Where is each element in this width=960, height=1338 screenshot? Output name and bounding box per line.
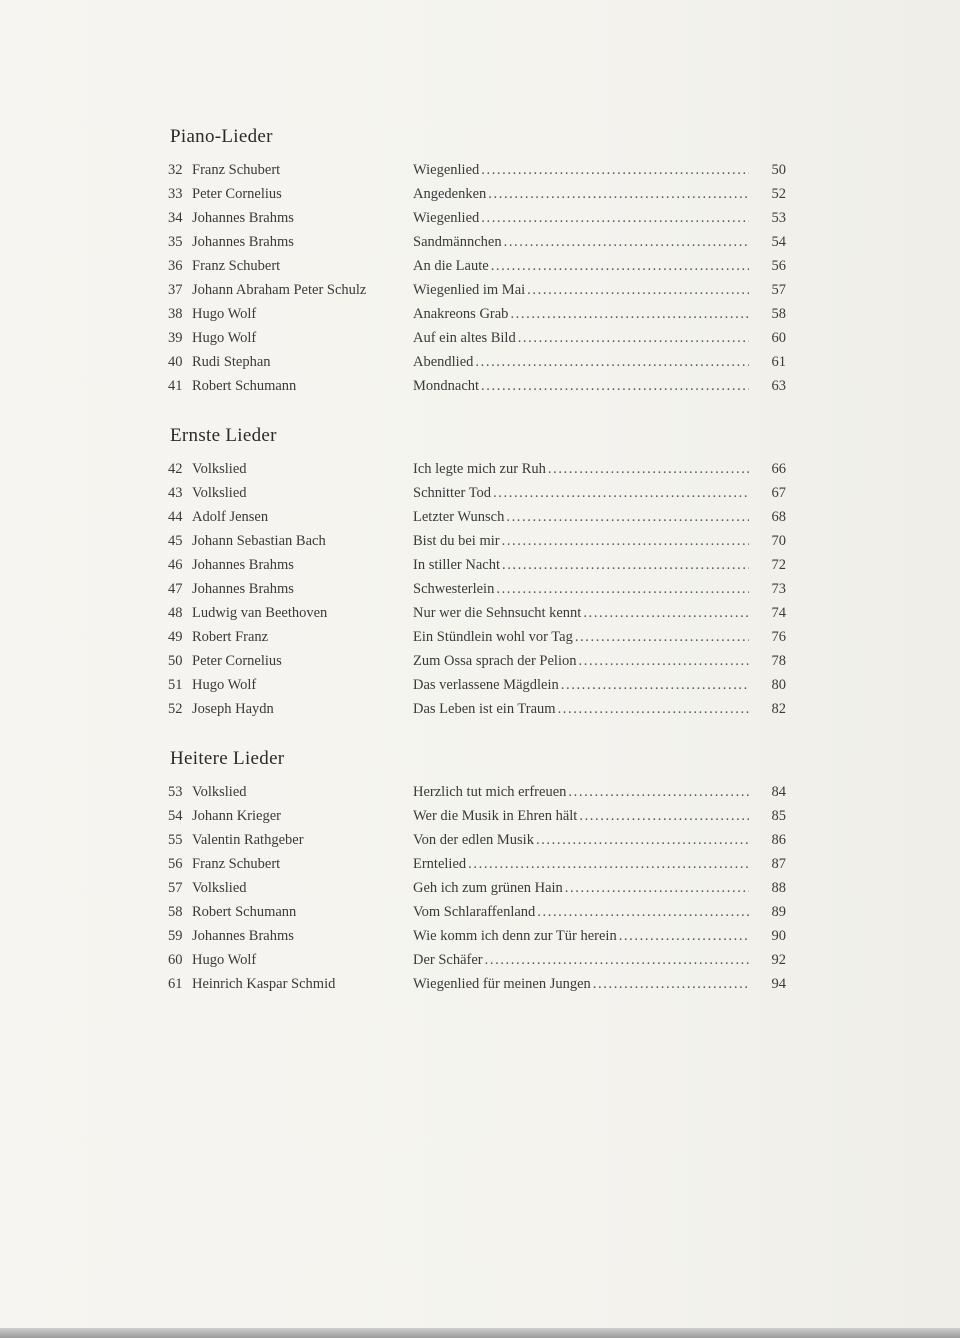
toc-entry — [0, 158, 960, 182]
entry-number: 43 — [168, 485, 183, 501]
entry-page: 68 — [771, 509, 786, 525]
entry-page: 87 — [771, 856, 786, 872]
entry-title: Letzter Wunsch — [413, 509, 505, 525]
entry-title: Mondnacht — [413, 378, 480, 394]
entry-number: 51 — [168, 677, 183, 693]
entry-composer: Franz Schubert — [192, 856, 281, 872]
entry-composer: Volkslied — [192, 880, 247, 896]
entry-number: 34 — [168, 210, 183, 226]
entry-number: 47 — [168, 581, 183, 597]
entry-composer: Franz Schubert — [192, 162, 281, 178]
toc-entry — [0, 206, 960, 230]
entry-title: Geh ich zum grünen Hain — [413, 880, 563, 896]
entry-number: 33 — [168, 186, 183, 202]
toc-entry — [0, 972, 960, 996]
dot-leader — [468, 852, 749, 876]
entry-title: Ein Stündlein wohl vor Tag — [413, 629, 573, 645]
entry-page: 85 — [771, 808, 786, 824]
toc-entry — [0, 254, 960, 278]
entry-page: 73 — [771, 581, 786, 597]
section-title: Ernste Lieder — [170, 425, 277, 446]
entry-title: Schnitter Tod — [413, 485, 492, 501]
entry-composer: Hugo Wolf — [192, 330, 257, 346]
entry-number: 32 — [168, 162, 183, 178]
dot-leader — [502, 553, 749, 577]
entry-composer: Johannes Brahms — [192, 581, 294, 597]
entry-page: 52 — [771, 186, 786, 202]
section-title: Heitere Lieder — [170, 748, 285, 769]
entry-number: 53 — [168, 784, 183, 800]
entry-title: Wiegenlied im Mai — [413, 282, 526, 298]
toc-entry — [0, 302, 960, 326]
entry-composer: Johannes Brahms — [192, 234, 294, 250]
entry-composer: Johannes Brahms — [192, 928, 294, 944]
entry-title: Das verlassene Mägdlein — [413, 677, 559, 693]
entry-page: 74 — [771, 605, 786, 621]
entry-title: Der Schäfer — [413, 952, 483, 968]
entry-number: 54 — [168, 808, 183, 824]
entry-number: 50 — [168, 653, 183, 669]
entry-composer: Ludwig van Beethoven — [192, 605, 328, 621]
entry-title: Nur wer die Sehnsucht kennt — [413, 605, 582, 621]
entry-composer: Johann Krieger — [192, 808, 281, 824]
toc-entry — [0, 780, 960, 804]
toc-entry — [0, 350, 960, 374]
toc-entry — [0, 948, 960, 972]
entry-title: In stiller Nacht — [413, 557, 500, 573]
entry-page: 58 — [771, 306, 786, 322]
dot-leader — [481, 158, 749, 182]
toc-entry — [0, 577, 960, 601]
dot-leader — [579, 804, 749, 828]
entry-composer: Robert Franz — [192, 629, 269, 645]
entry-number: 59 — [168, 928, 183, 944]
toc-entry — [0, 828, 960, 852]
entry-number: 61 — [168, 976, 183, 992]
entry-title: Abendlied — [413, 354, 474, 370]
toc-entry — [0, 649, 960, 673]
entry-title: Von der edlen Musik — [413, 832, 534, 848]
toc-entry — [0, 374, 960, 398]
dot-leader — [518, 326, 749, 350]
entry-number: 42 — [168, 461, 183, 477]
entry-page: 84 — [771, 784, 786, 800]
entry-number: 37 — [168, 282, 183, 298]
entry-title: Vom Schlaraffenland — [413, 904, 536, 920]
entry-page: 94 — [771, 976, 786, 992]
entry-page: 60 — [771, 330, 786, 346]
toc-entry — [0, 505, 960, 529]
entry-title: Zum Ossa sprach der Pelion — [413, 653, 577, 669]
entry-composer: Johannes Brahms — [192, 557, 294, 573]
dot-leader — [565, 876, 749, 900]
section-title: Piano-Lieder — [170, 126, 273, 147]
entry-page: 76 — [771, 629, 786, 645]
entry-composer: Rudi Stephan — [192, 354, 271, 370]
dot-leader — [619, 924, 749, 948]
toc-entry — [0, 529, 960, 553]
dot-leader — [575, 625, 749, 649]
toc-entry — [0, 804, 960, 828]
entry-composer: Volkslied — [192, 461, 247, 477]
entry-composer: Volkslied — [192, 485, 247, 501]
dot-leader — [504, 230, 749, 254]
toc-entry — [0, 230, 960, 254]
dot-leader — [506, 505, 749, 529]
entry-composer: Peter Cornelius — [192, 653, 282, 669]
entry-composer: Valentin Rathgeber — [192, 832, 304, 848]
dot-leader — [491, 254, 749, 278]
entry-title: Wiegenlied — [413, 162, 480, 178]
dot-leader — [493, 481, 749, 505]
entry-page: 50 — [771, 162, 786, 178]
entry-composer: Joseph Haydn — [192, 701, 274, 717]
entry-title: Schwesterlein — [413, 581, 495, 597]
entry-number: 56 — [168, 856, 183, 872]
dot-leader — [593, 972, 749, 996]
dot-leader — [568, 780, 749, 804]
entry-composer: Johannes Brahms — [192, 210, 294, 226]
dot-leader — [558, 697, 749, 721]
entry-title: Wiegenlied — [413, 210, 480, 226]
entry-number: 48 — [168, 605, 183, 621]
entry-number: 46 — [168, 557, 183, 573]
entry-page: 56 — [771, 258, 786, 274]
entry-title: Bist du bei mir — [413, 533, 500, 549]
entry-number: 58 — [168, 904, 183, 920]
toc-entry — [0, 326, 960, 350]
entry-page: 88 — [771, 880, 786, 896]
entry-page: 54 — [771, 234, 786, 250]
entry-title: Angedenken — [413, 186, 487, 202]
dot-leader — [496, 577, 749, 601]
entry-title: Das Leben ist ein Traum — [413, 701, 556, 717]
entry-number: 39 — [168, 330, 183, 346]
entry-title: Wiegenlied für meinen Jungen — [413, 976, 591, 992]
entry-title: Sandmännchen — [413, 234, 502, 250]
entry-page: 89 — [771, 904, 786, 920]
entry-title: Ich legte mich zur Ruh — [413, 461, 546, 477]
toc-entry — [0, 876, 960, 900]
entry-composer: Robert Schumann — [192, 378, 297, 394]
entry-page: 63 — [771, 378, 786, 394]
entry-title: Erntelied — [413, 856, 467, 872]
entry-number: 41 — [168, 378, 183, 394]
entry-number: 49 — [168, 629, 183, 645]
toc-entry — [0, 852, 960, 876]
entry-title: Auf ein altes Bild — [413, 330, 516, 346]
entry-page: 61 — [771, 354, 786, 370]
entry-number: 35 — [168, 234, 183, 250]
entry-title: Anakreons Grab — [413, 306, 509, 322]
entry-title: Herzlich tut mich erfreuen — [413, 784, 567, 800]
entry-page: 82 — [771, 701, 786, 717]
toc-entry — [0, 625, 960, 649]
dot-leader — [537, 900, 749, 924]
toc-entry — [0, 278, 960, 302]
toc-entry — [0, 673, 960, 697]
entry-number: 57 — [168, 880, 183, 896]
dot-leader — [488, 182, 749, 206]
entry-page: 90 — [771, 928, 786, 944]
dot-leader — [502, 529, 749, 553]
entry-page: 72 — [771, 557, 786, 573]
dot-leader — [561, 673, 749, 697]
entry-composer: Heinrich Kaspar Schmid — [192, 976, 336, 992]
entry-composer: Johann Sebastian Bach — [192, 533, 326, 549]
entry-number: 60 — [168, 952, 183, 968]
toc-entry — [0, 457, 960, 481]
dot-leader — [579, 649, 750, 673]
entry-composer: Johann Abraham Peter Schulz — [192, 282, 367, 298]
dot-leader — [548, 457, 749, 481]
dot-leader — [536, 828, 749, 852]
entry-page: 57 — [771, 282, 786, 298]
entry-composer: Hugo Wolf — [192, 677, 257, 693]
entry-composer: Peter Cornelius — [192, 186, 282, 202]
dot-leader — [475, 350, 749, 374]
entry-composer: Franz Schubert — [192, 258, 281, 274]
entry-page: 70 — [771, 533, 786, 549]
entry-composer: Robert Schumann — [192, 904, 297, 920]
entry-number: 45 — [168, 533, 183, 549]
entry-title: Wie komm ich denn zur Tür herein — [413, 928, 617, 944]
entry-page: 86 — [771, 832, 786, 848]
entry-number: 44 — [168, 509, 183, 525]
entry-page: 92 — [771, 952, 786, 968]
entry-number: 52 — [168, 701, 183, 717]
dot-leader — [583, 601, 749, 625]
toc-entry — [0, 553, 960, 577]
dot-leader — [481, 206, 749, 230]
entry-page: 67 — [771, 485, 786, 501]
dot-leader — [510, 302, 749, 326]
entry-number: 36 — [168, 258, 183, 274]
toc-entry — [0, 601, 960, 625]
entry-number: 40 — [168, 354, 183, 370]
entry-title: Wer die Musik in Ehren hält — [413, 808, 578, 824]
entry-page: 80 — [771, 677, 786, 693]
toc-entry — [0, 697, 960, 721]
dot-leader — [527, 278, 749, 302]
dot-leader — [485, 948, 749, 972]
toc-entry — [0, 924, 960, 948]
entry-composer: Hugo Wolf — [192, 306, 257, 322]
entry-page: 78 — [771, 653, 786, 669]
entry-number: 38 — [168, 306, 183, 322]
entry-composer: Volkslied — [192, 784, 247, 800]
toc-entry — [0, 182, 960, 206]
page-bottom-edge — [0, 1328, 960, 1338]
entry-page: 66 — [771, 461, 786, 477]
entry-number: 55 — [168, 832, 183, 848]
entry-composer: Hugo Wolf — [192, 952, 257, 968]
toc-entry — [0, 900, 960, 924]
toc-entry — [0, 481, 960, 505]
entry-title: An die Laute — [413, 258, 489, 274]
entry-composer: Adolf Jensen — [192, 509, 269, 525]
dot-leader — [481, 374, 749, 398]
entry-page: 53 — [771, 210, 786, 226]
